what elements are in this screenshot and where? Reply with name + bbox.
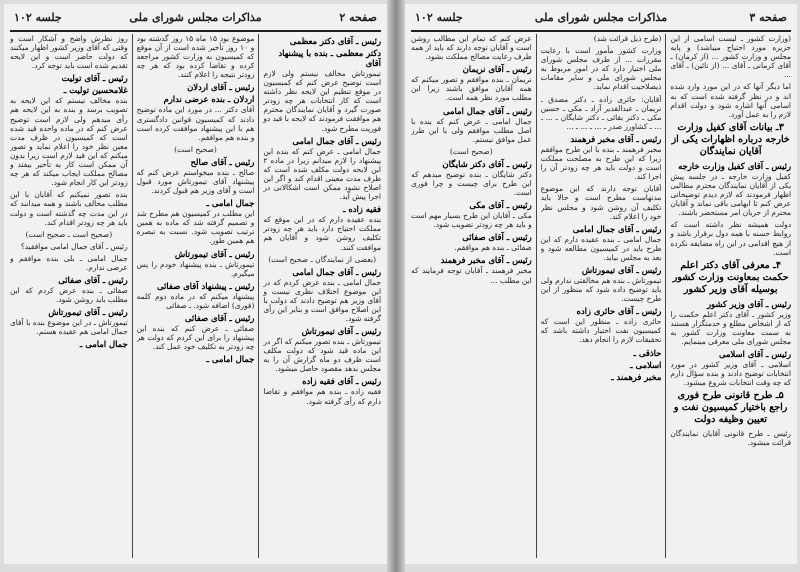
speaker-line: جمال امامی ـ — [79, 339, 128, 350]
paragraph: بنده مخالف نیستم که این لایحه به تصویب برسد و بنده به این لایحه هم رأی میدهم ولی لازم است توضیح عرض کنم که در ماده واحده قید شده است که کمیسیون در ظرف مدت معین نظر خود را اعلام نماید و تصور میکنم که این قید لازم است زیرا بدون آن ممکن است کار به تأخیر بیفتد و مصالح مملکت ایجاب میکند که هر چه زودتر این کار انجام شود. — [9, 96, 128, 188]
speaker-line: رئیس ـ پیشنهاد آقای صفائی — [156, 280, 255, 291]
speaker-line: رئیس ـ آقای جمال امامی — [443, 105, 532, 116]
paragraph: آقای دکتر ... در مورد این ماده توضیح دادند که کمیسیون قوانین دادگستری هم با این پیشنهاد موافقت کرده است و بنده هم موافقم. — [136, 105, 255, 142]
paragraph: جمال امامی ـ بنده عقیده دارم که این طرح باید در کمیسیون مطالعه شود و بعد به مجلس بیاید. — [540, 234, 662, 262]
speaker-line: رئیس ـ آقای تیمورتاش — [581, 264, 662, 275]
speaker-line: دکتر معظمی ـ بنده با پیشنهاد آقای — [278, 48, 381, 68]
paragraph: دولت همیشه نظر داشته است که روابط حسنه با همه دول برقرار باشد و از هیچ اقدامی در این راه مضایقه نکرده است. — [670, 220, 791, 257]
paragraph: پیشنهاد میکنم که در ماده دوم کلمه (فوری) اضافه شود. ـ صفائی — [136, 291, 255, 310]
paragraph: صالح ـ بنده میخواستم عرض کنم که پیشنهاد آقای تیمورتاش مورد قبول است و آقای وزیر هم قبول کردند. — [136, 167, 255, 196]
speaker-line: رئیس ـ آقای وزیر کشور — [706, 298, 791, 309]
right-col-3 — [411, 34, 532, 558]
speaker-line: رئیس ـ آقای مخبر فرهمند — [440, 255, 532, 266]
paragraph: فقیه زاده ـ بنده هم موافقم و تقاضا دارم که رأی گرفته شود. — [263, 387, 381, 406]
left-page-header — [10, 8, 381, 32]
paragraph: مخبر فرهمند ـ آقایان توجه فرمایند که این مطلب ... — [410, 266, 532, 285]
speaker-line: رئیس ـ آقای جمال امامی — [292, 266, 381, 277]
book-gutter — [387, 0, 405, 572]
paragraph: بنده عقیده دارم که در این موقع که مملکت احتیاج دارد باید هر چه زودتر تکلیف روشن شود و آقایان هم موافقت کنند. — [263, 215, 381, 252]
speaker-line: رئیس ـ آقای مخبر فرهمند — [570, 133, 662, 144]
left-page-title: مذاکرات مجلس شورای ملی — [129, 11, 262, 24]
paragraph: مکی ـ آقایان این طرح بسیار مهم است و باید هر چه زودتر تصویب شود. — [410, 211, 532, 230]
speaker-line: رئیس ـ آقای حائری زاده — [576, 306, 662, 317]
paragraph: جمال امامی ـ بلی بنده موافقم و عرضی ندارم. — [9, 253, 128, 272]
left-page-columns — [10, 34, 381, 558]
paragraph: جمال امامی ـ بنده عرض کردم که در این موضوع اختلاف نظری نیست و آقای وزیر هم توضیح دادند که دولت با این اصلاح موافق است و بنابر این رأی گرفته شود. — [263, 277, 381, 323]
speaker-line: جمال امامی ـ — [206, 354, 255, 365]
parenthetical-remark: (صحیح است) — [174, 144, 217, 154]
speaker-line: رئیس ـ آقای صفائی — [58, 274, 128, 285]
paragraph: تیمورتاش ـ بنده هم مخالفتی ندارم ولی باید توضیح داده شود که منظور از این طرح چیست. — [540, 275, 662, 304]
paragraph: آقایان: حائری زاده ـ دکتر مصدق ـ نریمان ـ عبدالقدیر آزاد ـ مکی ـ حسین مکی ـ دکتر بقائی ـ دکتر شایگان ـ ... ـ ... ـ کشاورز صدر ـ ... ـ ... ـ ... — [540, 94, 662, 131]
speaker-line: رئیس ـ آقای دکتر معظمی — [289, 36, 381, 46]
speaker-line: رئیس ـ آقای تیمورتاش — [48, 307, 128, 318]
speaker-line: اسلامی ـ — [630, 359, 662, 370]
speaker-line: رئیس ـ آقای صفائی — [462, 232, 532, 243]
section-headline: ۳ـ بیانات آقای کفیل وزارت خارجه درباره اظهارات یکی از آقایان نمایندگان — [671, 121, 790, 157]
paragraph: وزیر کشور ـ آقای دکتر اعلم حکمت را که از اشخاص مطلع و خدمتگزار هستند به سمت معاونت وزارت کشور به مجلس شورای ملی معرفی مینمایم. — [670, 309, 791, 346]
paragraph: صفائی ـ بنده عرض کردم که این مطلب باید روشن شود. — [9, 285, 128, 305]
paragraph: مخبر فرهمند ـ بنده با این طرح موافقم زیرا که این طرح به مصلحت مملکت است و دولت باید هر چه زودتر آن را اجرا کند. — [540, 144, 662, 182]
speaker-line: رئیس ـ آقای اسلامی — [718, 349, 791, 360]
speaker-line: مخبر فرهمند ـ — [611, 371, 662, 382]
left-page-number: صفحه ۲ — [339, 11, 377, 24]
paragraph: عرض کنم که تمام این مطالب روشن است و آقایان توجه دارند که باید از همه طرف رعایت مصالح مملکت بشود. — [410, 34, 532, 62]
column-rule — [665, 34, 666, 558]
speaker-line: رئیس ـ آقای تولیت — [61, 73, 128, 84]
paragraph: (وزارت کشور ـ لیست اسامی از این جزیره مورد احتیاج میباشد) و پایه مجلس و وزارت کشور ... (از کرمان) ـ آقای کرمانی ـ آقای ... (از نائین) ـ آقای ... — [670, 34, 791, 80]
paragraph: بنده تصور نمیکنم که آقایان با این مطلب مخالف باشند و همه میدانند که در این مدت چه گذشته است و دولت باید هر چه زودتر اقدام کند. — [9, 190, 128, 227]
paragraph: تیمورتاش ـ در این موضوع بنده با آقای جمال امامی هم عقیده هستم. — [9, 318, 128, 337]
left-col-1 — [263, 34, 381, 558]
right-page-number: صفحه ۳ — [749, 11, 787, 24]
parenthetical-remark: (صحیح است) — [449, 146, 493, 156]
speaker-line: رئیس ـ آقای دکتر شایگان — [442, 158, 532, 169]
paragraph: وزارت کشور مأمور است با رعایت مقررات ... از طرف مجلس شورای ملی اختیار دارد که در امور مربوط به مجلس شورای ملی و سایر مقامات ذیصلاحیت اقدام نماید. — [540, 46, 662, 92]
right-page-header — [411, 8, 791, 32]
speaker-line: رئیس ـ آقای صفائی — [184, 312, 255, 323]
speaker-line: رئیس ـ آقای جمال امامی — [292, 135, 381, 146]
paragraph: موضوع بود ۱۵ ماه ۱۵ روز گذشته بود و ۱۰ روز تأخیر شده است از آن موقع که کمیسیون به وزارت کشور مراجعه کرده و تقاضا کرده بود که هر چه زودتر نتیجه را اعلام کنند. — [136, 34, 255, 80]
right-page-inner-label: جلسه ۱۰۲ — [415, 11, 463, 24]
speaker-line: رئیس ـ آقای فقیه زاده — [302, 376, 381, 387]
right-col-1 — [670, 34, 791, 558]
paragraph: دکتر شایگان ـ بنده توضیح میدهم که این طرح برای چیست و چرا فوری است. — [410, 169, 532, 198]
parenthetical-remark: (بعضی از نمایندگان ـ صحیح است) — [268, 254, 377, 264]
speaker-line: رئیس ـ آقای صالح — [190, 156, 255, 167]
paragraph: اسلامی ـ آقای وزیر کشور در مورد انتخابات توضیح دادند و بنده سؤال دارم که چه وقت انتخابات شروع میشود. — [670, 360, 791, 388]
paragraph: جمال امامی ـ عرض کنم که بنده این پیشنهاد را لازم میدانم زیرا در ماده ۲ این لایحه دولت مکلف شده است که ظرف مدت معینی اقدام کند و اگر این اصلاح نشود ممکن است اشکالاتی در اجرا پیش آید. — [263, 146, 381, 202]
paragraph: صفائی ـ بنده هم موافقم. — [454, 243, 532, 253]
paragraph: این مطلب در کمیسیون هم مطرح شد و تصمیم گرفته شد که ماده به همین ترتیب تصویب شود. نسبت به تبصره هم همین طور. — [136, 209, 255, 246]
right-page — [405, 4, 797, 564]
paragraph: جمال امامی ـ عرض کنم که بنده با اصل مطلب موافقم ولی با این طرز عمل موافق نیستم. — [410, 116, 532, 144]
paragraph: (طرح ذیل قرائت شد) — [593, 34, 662, 43]
speaker-line: غلامحسین تولیت ـ — [63, 85, 128, 96]
speaker-line: رئیس ـ آقای مکی — [469, 200, 532, 211]
speaker-line: اردلان ـ بنده عرضی ندارم — [163, 94, 255, 105]
parenthetical-remark: (صحیح است ـ صحیح است) — [25, 229, 113, 239]
paragraph: نریمان ـ بنده موافقم و تصور میکنم که همه آقایان موافق باشند زیرا این مطلب مورد نظر همه است. — [410, 75, 532, 103]
paragraph: آقایان توجه دارند که این موضوع مدتهاست مطرح است و حالا باید تکلیف آن روشن شود و مجلس نظر خود را اعلام کند. — [540, 184, 662, 221]
paragraph: کفیل وزارت خارجه ـ در جلسه پیش یکی از آقایان نمایندگان محترم مطالبی اظهار فرمودند که لازم دیدم توضیحاتی عرض کنم تا ابهامی باقی نماند و آقایان محترم از جریان امر مستحضر باشند. — [670, 171, 791, 218]
paragraph: روز نظرش واضح و آشکار است و وقتی که آقای وزیر کشور اظهار میکنند که دولت حاضر است و این لایحه تقدیم شده است باید توجه کرد. — [9, 34, 128, 71]
paragraph: رئیس ـ آقای جمال امامی موافقید؟ — [20, 241, 128, 251]
column-rule — [132, 34, 133, 558]
right-page-columns — [411, 34, 791, 558]
speaker-line: جمال امامی ـ — [206, 198, 255, 209]
column-rule — [536, 34, 537, 558]
left-page — [4, 4, 387, 564]
left-page-inner-label: جلسه ۱۰۲ — [14, 11, 62, 24]
speaker-line: رئیس ـ آقای تیمورتاش — [174, 248, 255, 259]
speaker-line: رئیس ـ آقای اردلان — [187, 82, 255, 93]
speaker-line: رئیس ـ آقای کفیل وزارت خارجه — [678, 160, 791, 171]
paragraph: حائری زاده ـ منظور این است که کمیسیون نفت اختیار داشته باشد که تحقیقات لازم را انجام دهد. — [540, 317, 662, 345]
right-page-title: مذاکرات مجلس شورای ملی — [534, 11, 668, 24]
paragraph: تیمورتاش مخالف نیستم ولی لازم است توضیح عرض کنم که کمیسیون در موقع تنظیم این لایحه نظر داشته است که کار انتخابات هر چه زودتر صورت گیرد و آقایان نمایندگان محترم هم موافقت فرمودند که لایحه با قید دو فوریت مطرح شود. — [263, 69, 381, 133]
column-rule — [258, 34, 259, 558]
right-col-2 — [541, 34, 662, 558]
speaker-line: رئیس ـ آقای جمال امامی — [572, 223, 662, 234]
section-headline: ۵ـ طرح قانونی طرح فوری راجع باختیار کمیسیون نفت و تعیین وظیفه دولت — [673, 390, 788, 426]
speaker-line: رئیس ـ آقای نریمان — [462, 64, 532, 75]
speaker-line: فقیه زاده ـ — [342, 204, 381, 215]
left-col-3 — [10, 34, 128, 558]
paragraph: صفائی ـ عرض کنم که بنده این پیشنهاد را برای این کردم که دولت هر چه زودتر به تکلیف خود عمل کند. — [136, 323, 255, 352]
paragraph: تیمورتاش ـ بنده تصور میکنم که اگر در این ماده قید شود که دولت مکلف است ظرف دو ماه گزارش آن را به مجلس بدهد مقصود حاصل میشود. — [263, 337, 381, 374]
speaker-line: رئیس ـ آقای تیمورتاش — [301, 326, 381, 337]
left-col-2 — [137, 34, 255, 558]
paragraph: تیمورتاش ـ بنده پیشنهاد خودم را پس میگیرم. — [136, 259, 255, 278]
speaker-line: حاذقی ـ — [633, 347, 662, 358]
section-headline: ۴ـ معرفی آقای دکتر اعلم حکمت بمعاونت وزارت کشور بوسیله آقای وزیر کشور — [672, 259, 789, 295]
paragraph: اما دیگر آنها که در این مورد وارد شده اند و در نظر گرفته شده است که به اسامی آنها اشاره شود و دولت اقدام لازم را به عمل آورد. — [670, 82, 791, 119]
paragraph: رئیس ـ طرح قانونی آقایان نمایندگان قرائت میشود. — [670, 429, 791, 448]
